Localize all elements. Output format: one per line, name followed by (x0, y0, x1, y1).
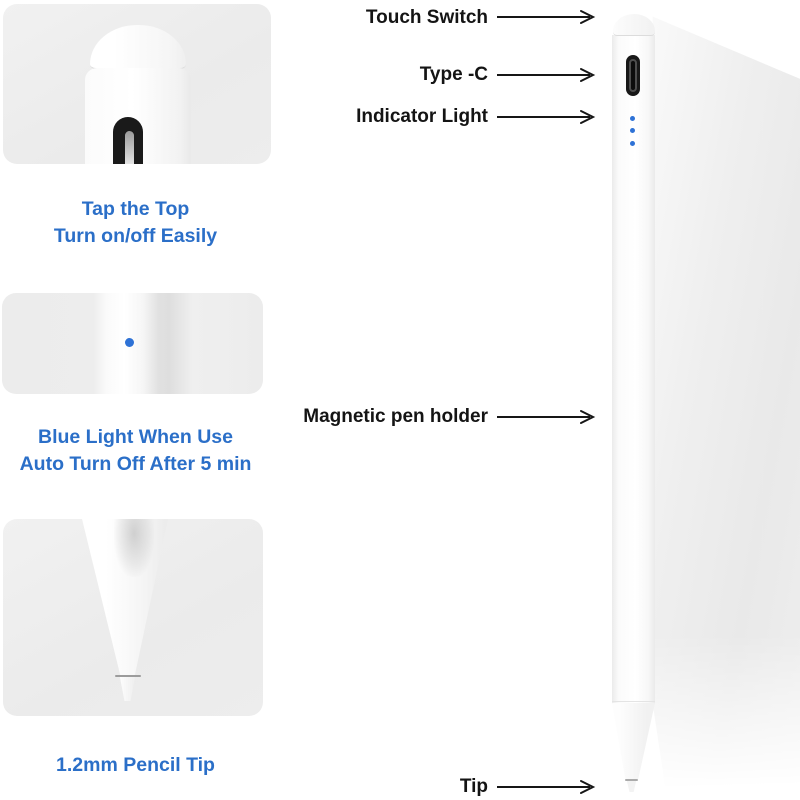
pen-front-edge (612, 35, 655, 704)
type-c-port-slot (629, 59, 637, 92)
pen-tip-cone (612, 703, 655, 779)
indicator-light-dot (125, 338, 134, 347)
callout-type-c: Type -C (419, 64, 488, 85)
arrow-right-icon (496, 109, 600, 125)
caption-line: Blue Light When Use (38, 426, 233, 448)
type-c-port (626, 55, 640, 96)
indicator-light-dot (630, 128, 635, 133)
inset-pen-tip-panel (3, 519, 263, 716)
callout-indicator-light: Indicator Light (356, 106, 488, 127)
arrow-right-icon (496, 779, 600, 795)
callout-magnetic-pen-holder: Magnetic pen holder (303, 406, 488, 427)
inset-pen-light-panel (2, 293, 263, 394)
pen-touch-switch-cap (613, 14, 655, 36)
pen-tip-ring (625, 779, 638, 781)
caption-line: Turn on/off Easily (53, 224, 218, 247)
pen-tip-ring (115, 675, 141, 677)
indicator-light-dot (630, 141, 635, 146)
pen-tip-nib (626, 781, 637, 792)
pen-side-surface (645, 12, 800, 790)
type-c-port-slot (125, 131, 134, 164)
caption-line: Auto Turn Off After 5 min (19, 452, 252, 475)
callout-tip: Tip (459, 776, 488, 797)
caption-line: Tap the Top (81, 198, 190, 220)
inset-caption-blue-light (0, 424, 271, 477)
caption-line: 1.2mm Pencil Tip (56, 754, 215, 776)
indicator-light-dot (630, 116, 635, 121)
inset-caption-tap-top (0, 196, 271, 249)
pen-tip-nib-closeup (118, 677, 137, 701)
arrow-right-icon (496, 67, 600, 83)
pen-tip-shadow (114, 519, 154, 577)
arrow-right-icon (496, 409, 600, 425)
callout-touch-switch: Touch Switch (365, 7, 488, 28)
arrow-right-icon (496, 9, 600, 25)
